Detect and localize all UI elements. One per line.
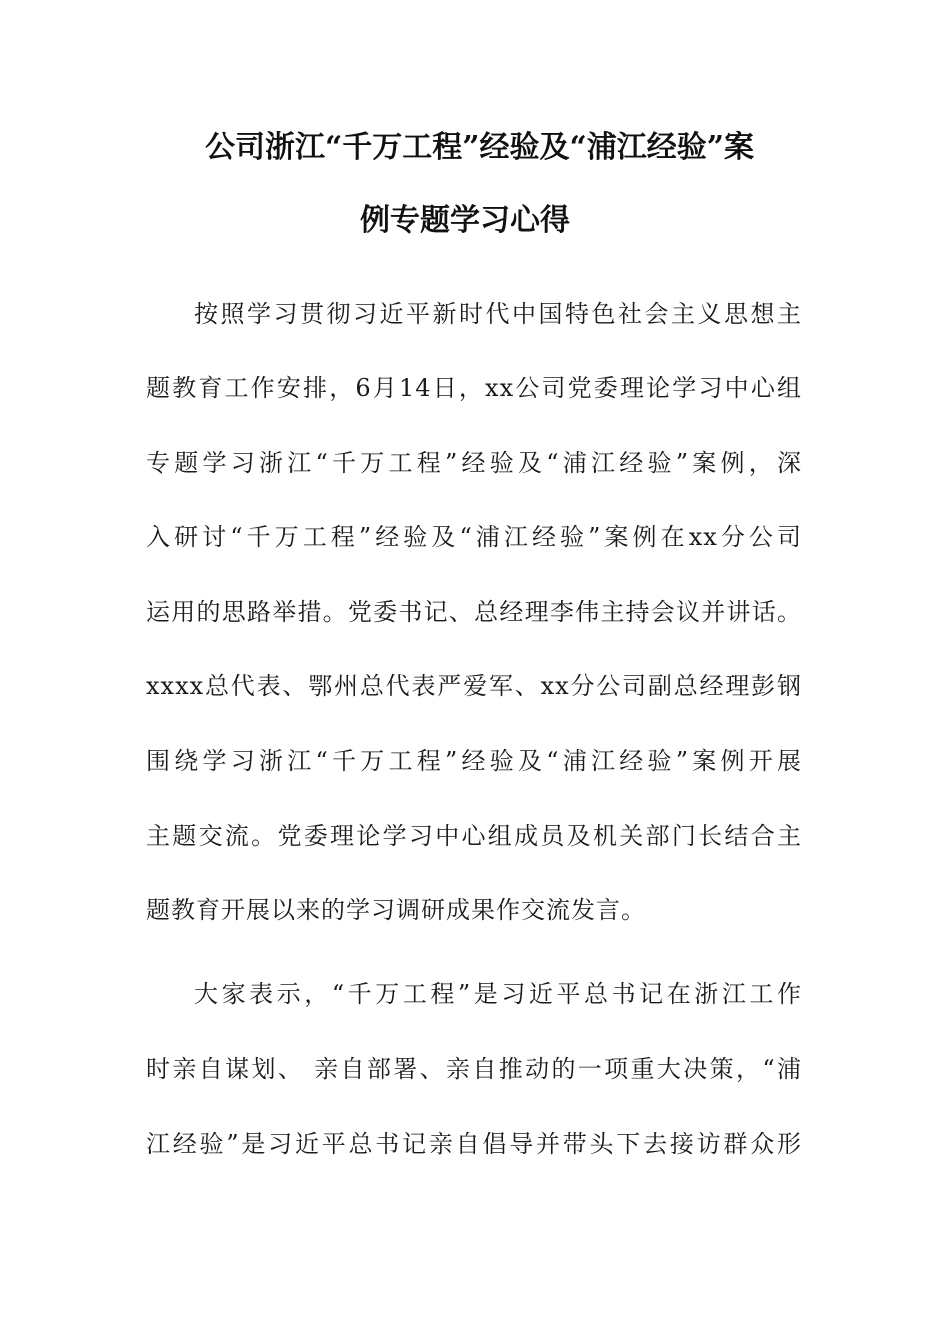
document-title-line-1: 公司浙江“千万工程”经验及“浦江经验”案 (205, 130, 755, 165)
paragraph-1-line-8: 主题交流。党委理论学习中心组成员及机关部门长结合主 (146, 822, 802, 850)
paragraph-1-line-4: 入研讨“千万工程”经验及“浦江经验”案例在xx分公司 (146, 523, 802, 551)
paragraph-1-line-7: 围绕学习浙江“千万工程”经验及“浦江经验”案例开展 (146, 747, 802, 775)
document-title-line-2: 例专题学习心得 (360, 203, 570, 238)
paragraph-1-line-1: 按照学习贯彻习近平新时代中国特色社会主义思想主 (194, 300, 802, 328)
paragraph-1-line-9: 题教育开展以来的学习调研成果作交流发言。 (146, 896, 646, 924)
paragraph-2-line-1: 大家表示，“千万工程”是习近平总书记在浙江工作 (194, 980, 802, 1008)
paragraph-2-line-3: 江经验”是习近平总书记亲自倡导并带头下去接访群众形 (146, 1130, 802, 1158)
paragraph-1-line-2: 题教育工作安排，6月14日，xx公司党委理论学习中心组 (146, 374, 802, 402)
paragraph-1-line-6: xxxx总代表、鄂州总代表严爱军、xx分公司副总经理彭钢 (146, 672, 802, 700)
paragraph-1-line-5: 运用的思路举措。党委书记、总经理李伟主持会议并讲话。 (146, 598, 802, 626)
paragraph-1-line-3: 专题学习浙江“千万工程”经验及“浦江经验”案例，深 (146, 449, 802, 477)
paragraph-2-line-2: 时亲自谋划、 亲自部署、亲自推动的一项重大决策，“浦 (146, 1055, 802, 1083)
